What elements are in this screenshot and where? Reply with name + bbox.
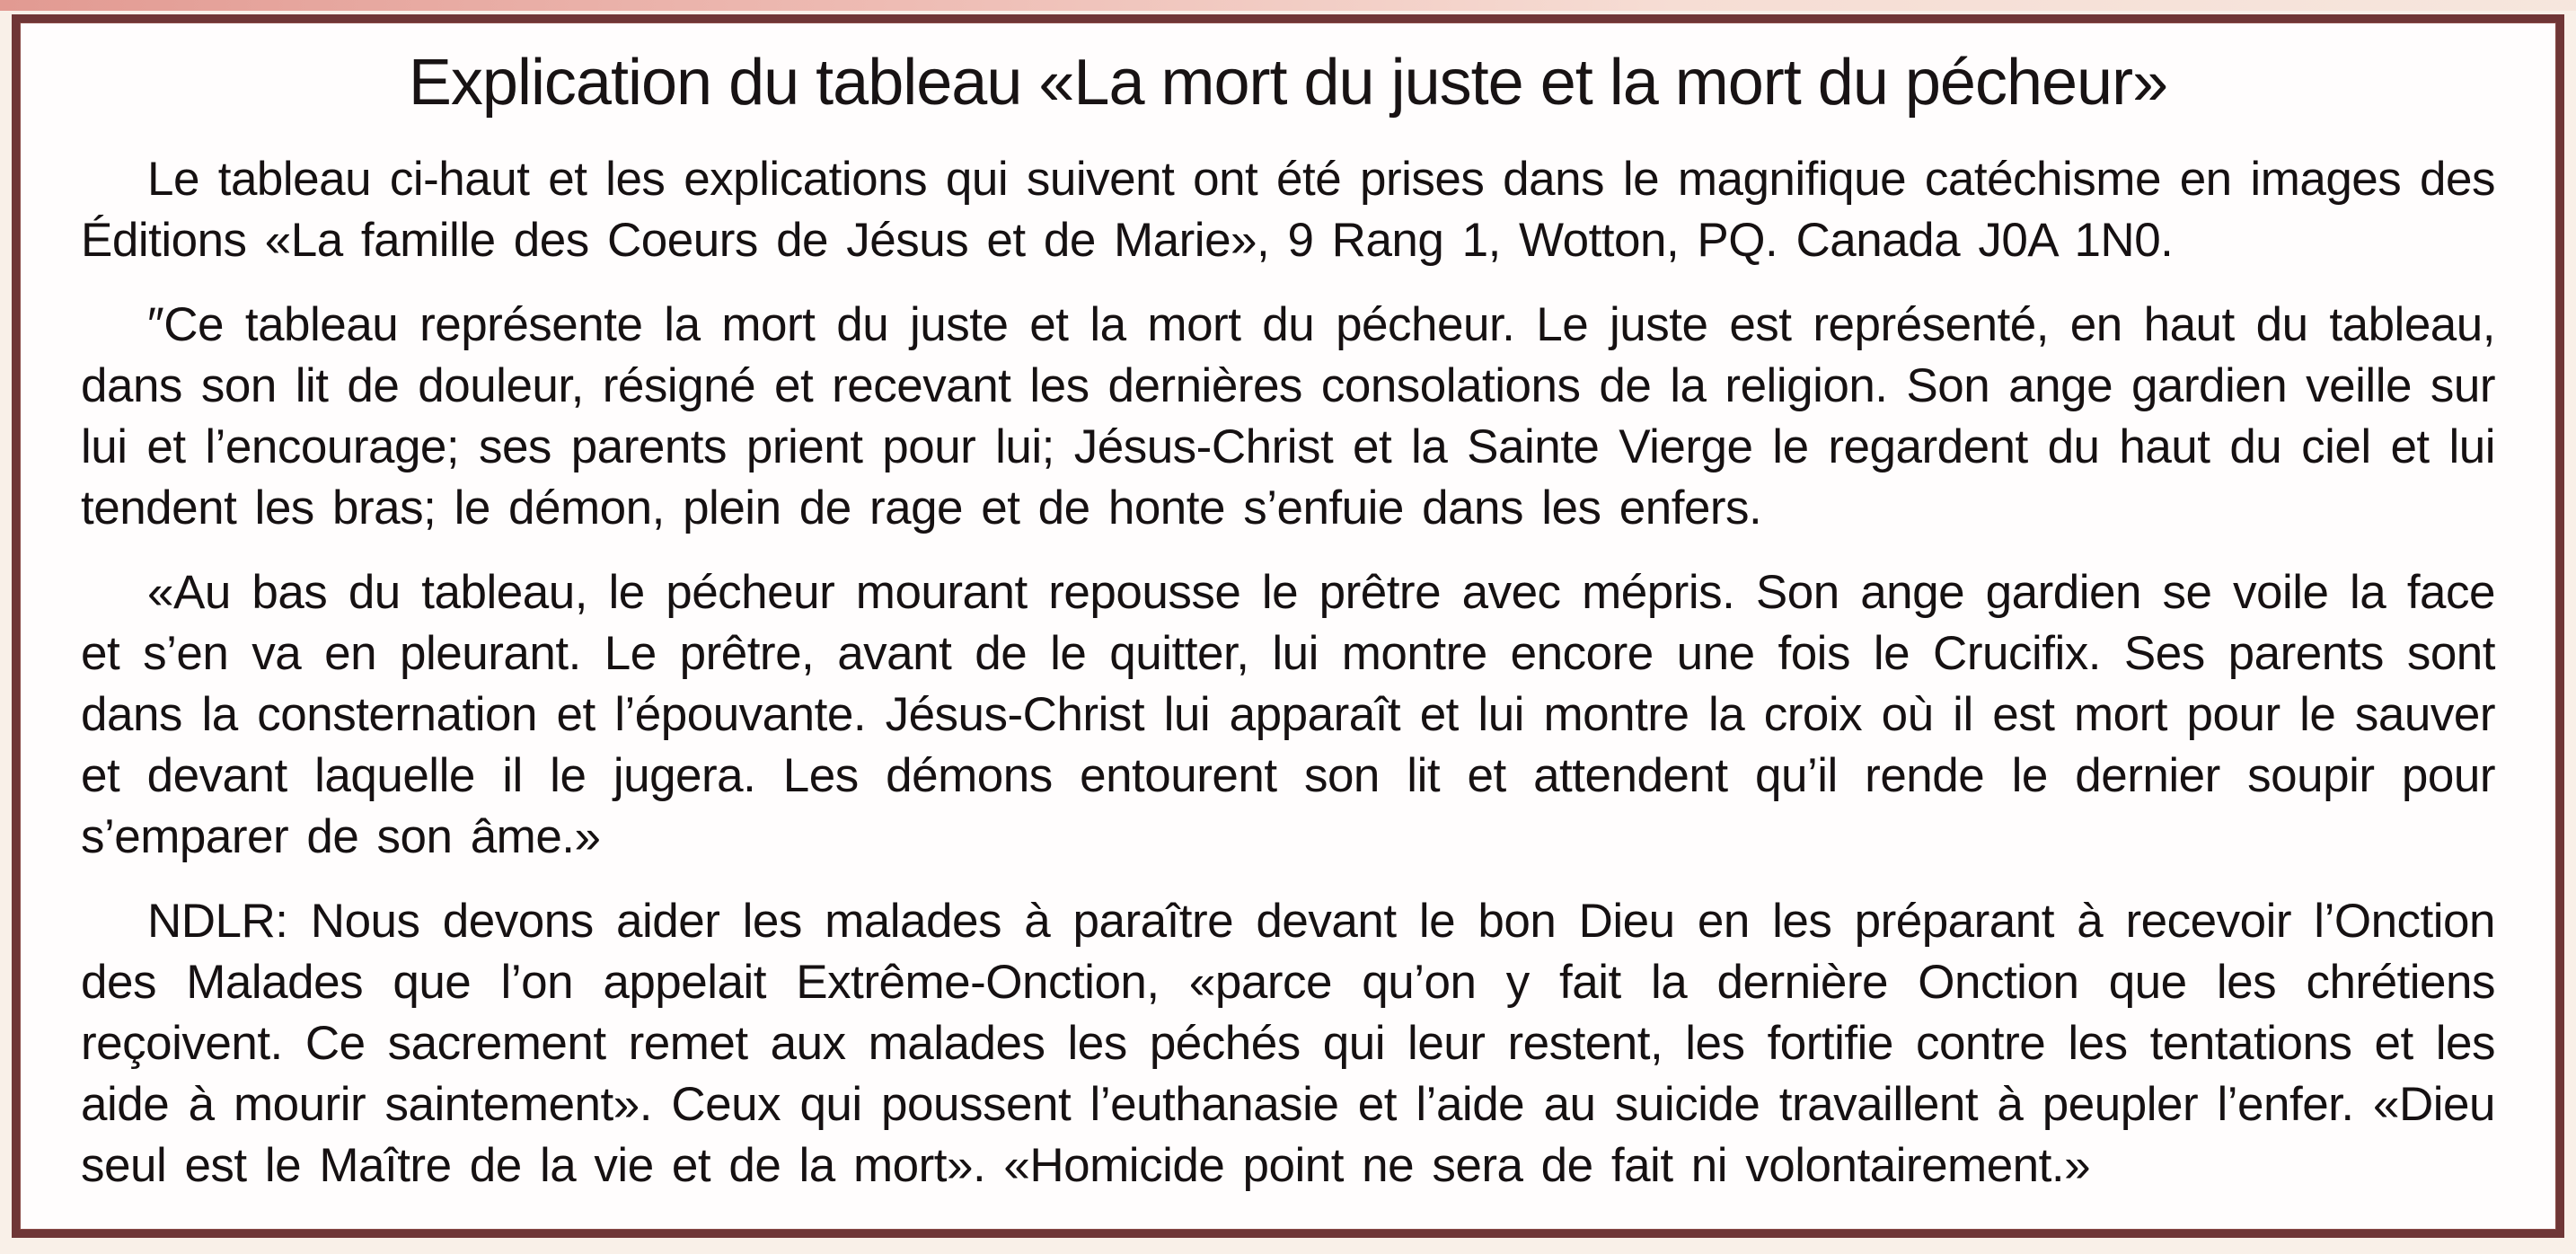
paragraph-ndlr-note: NDLR: Nous devons aider les malades à paraître devant le bon Dieu en les préparant à recevoir l’Onction des Malades que l’on appelait Extrême-Onction, «parce qu’on y fait la dernière Onction que les chrétiens reçoivent. Ce sacrement remet aux malades les péchés qui leur restent, les fortifie contre les tentations et les aide à mourir saintement». Ceux qui poussent l’euthanasie et l’aide au suicide travaillent à peupler l’enfer. «Dieu seul est le Maître de la vie et de la mort». «Homicide point ne sera de fait ni volontairement.» [81, 895, 2495, 1193]
document-content [81, 48, 2495, 1197]
paragraph-death-of-the-just: ″Ce tableau représente la mort du juste et la mort du pécheur. Le juste est représenté, en haut du tableau, dans son lit de douleur, résigné et recevant les dernières consolations de la religion. Son ange gardien veille sur lui et l’encourage; ses parents prient pour lui; Jésus-Christ et la Sainte Vierge le regardent du haut du ciel et lui tendent les bras; le démon, plein de rage et de honte s’enfuie dans les enfers. [81, 298, 2495, 535]
paragraph-death-of-the-sinner: «Au bas du tableau, le pécheur mourant repousse le prêtre avec mépris. Son ange gardien se voile la face et s’en va en pleurant. Le prêtre, avant de le quitter, lui montre encore une fois le Crucifix. Ses parents sont dans la consternation et l’épouvante. Jésus-Christ lui apparaît et lui montre la croix où il est mort pour le sauver et devant laquelle il le jugera. Les démons entourent son lit et attendent qu’il rende le dernier soupir pour s’emparer de son âme.» [81, 566, 2495, 864]
top-edge-strip [0, 0, 2576, 11]
framed-text-panel [12, 14, 2564, 1238]
paragraph-source-credit: Le tableau ci-haut et les explications qui suivent ont été prises dans le magnifique catéchisme en images des Éditions «La famille des Coeurs de Jésus et de Marie», 9 Rang 1, Wotton, PQ. Canada J0A 1N0. [81, 153, 2495, 268]
page-title: Explication du tableau «La mort du juste et la mort du pécheur» [408, 47, 2168, 119]
